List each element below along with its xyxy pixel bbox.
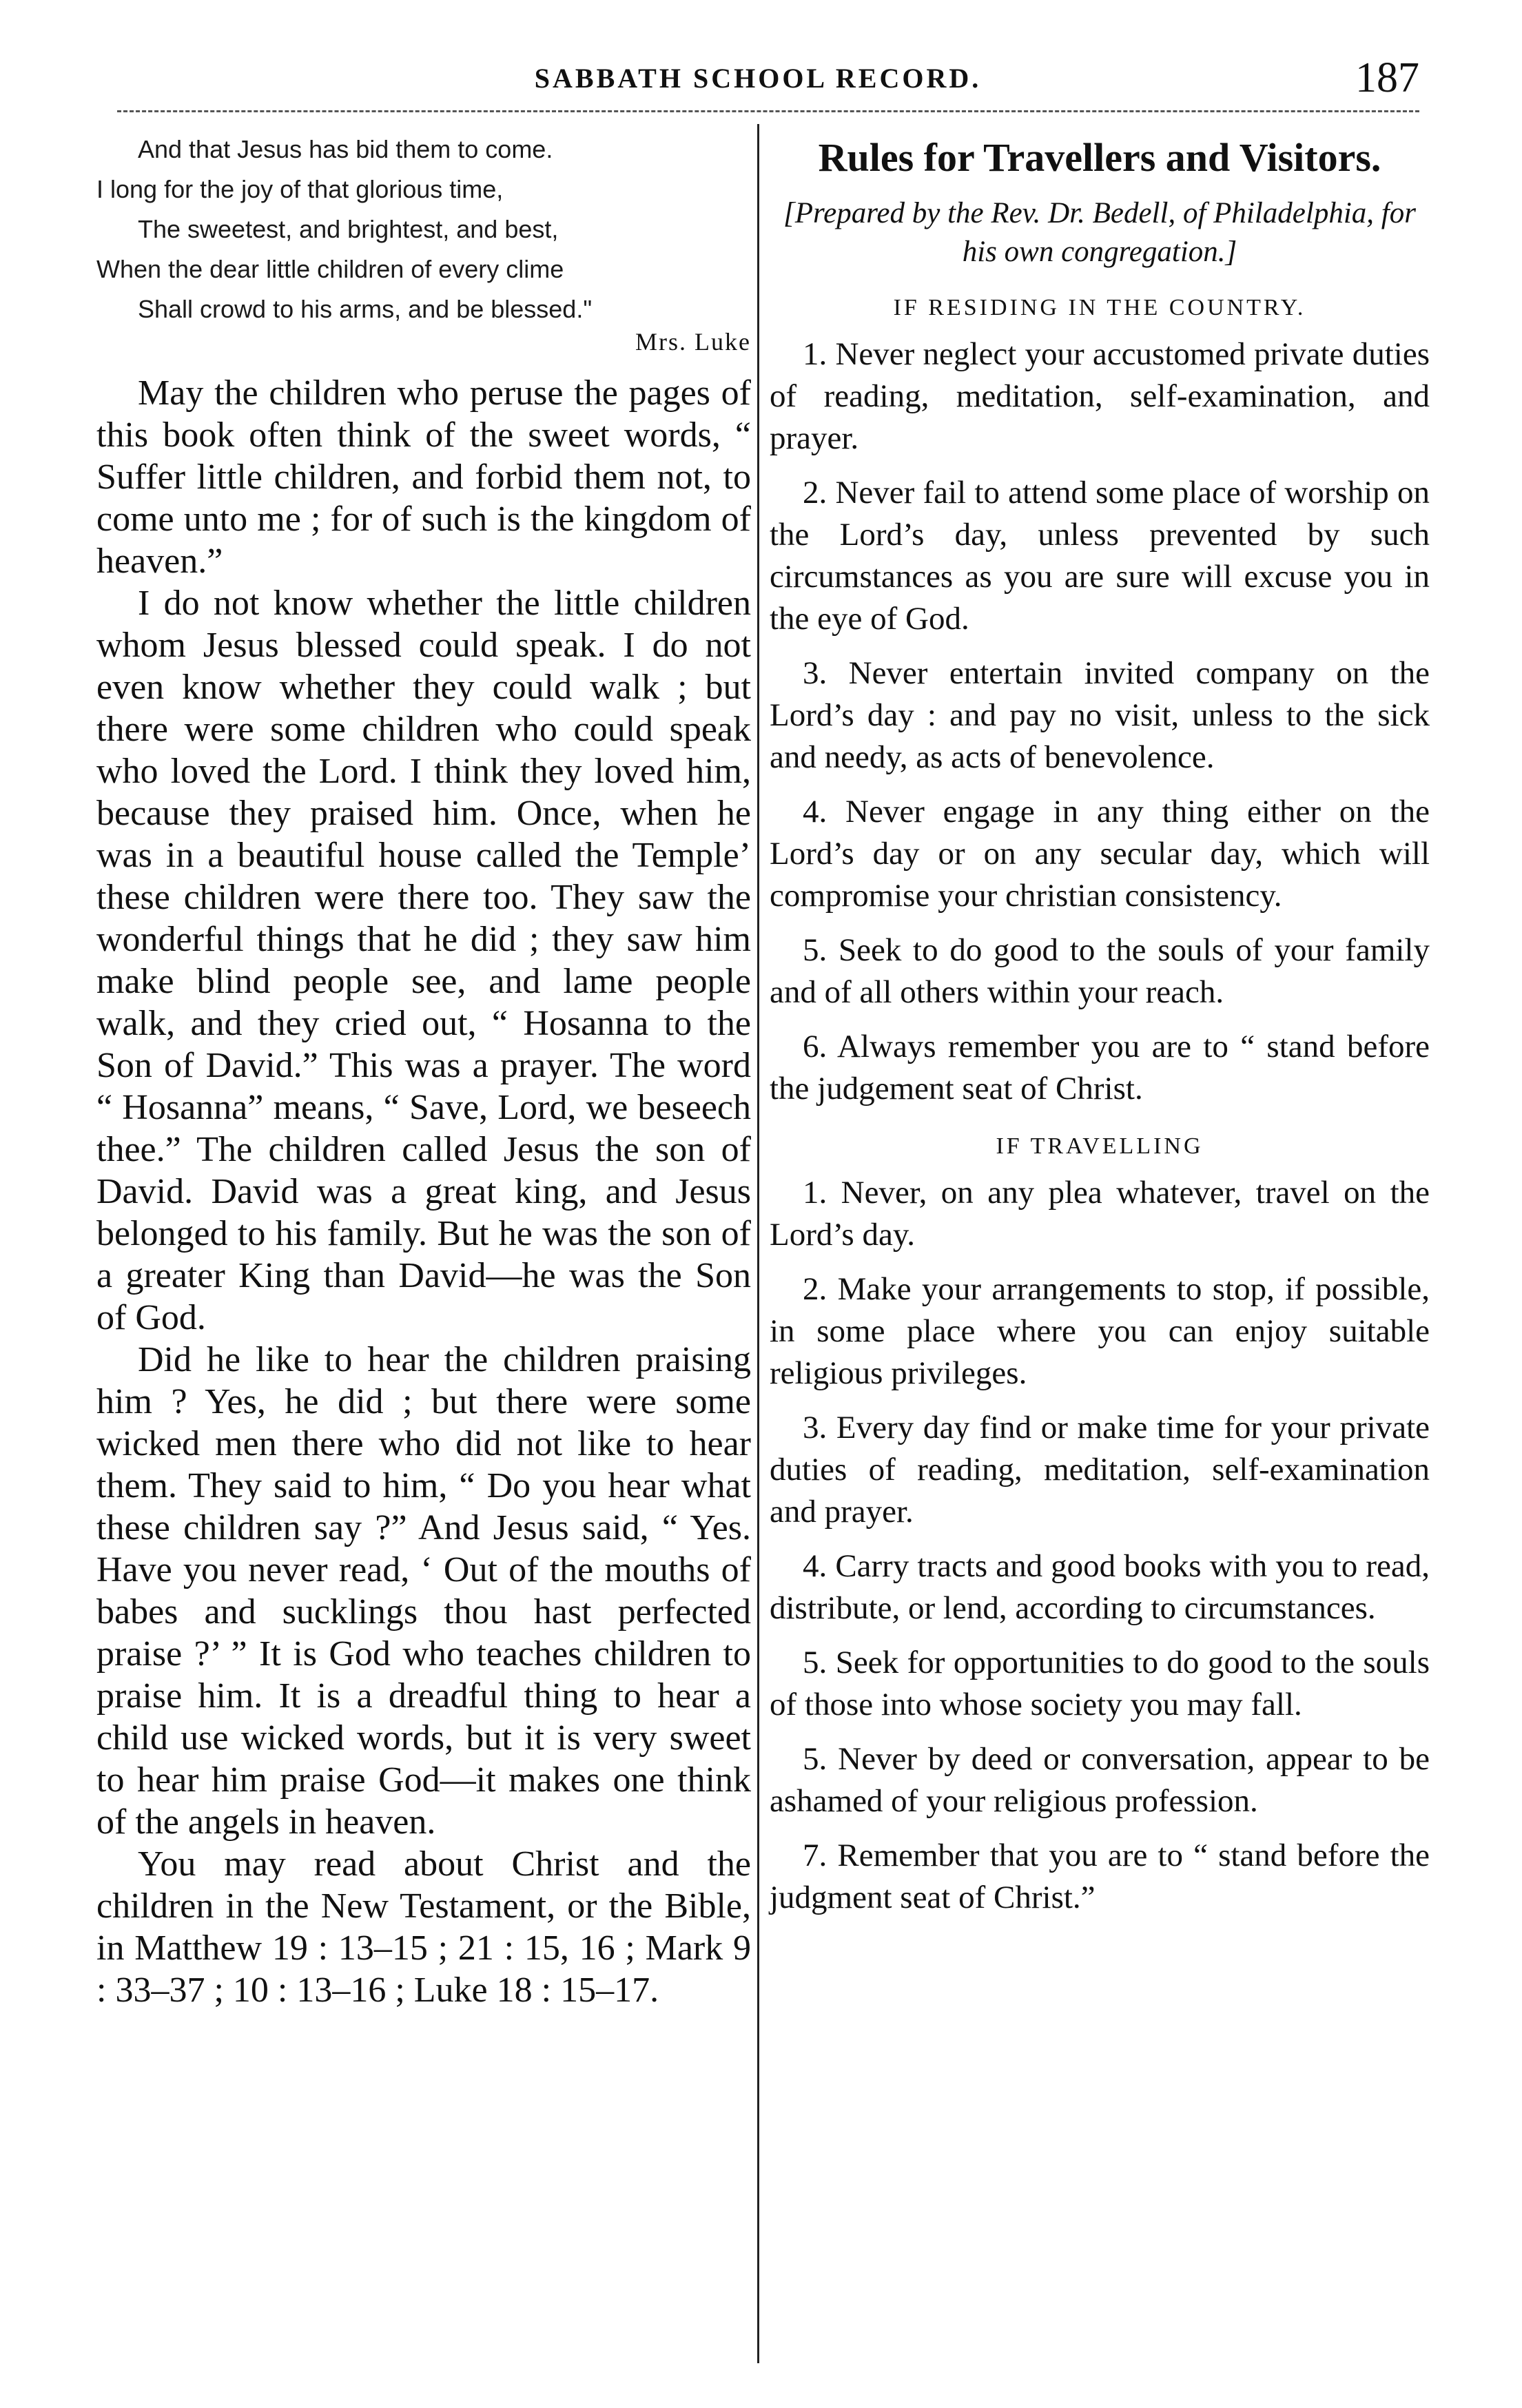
rule-item: 5. Never by deed or conversation, appear to be ashamed of your religious profession. [770,1741,1430,1819]
article-attribution: [Prepared by the Rev. Dr. Bedell, of Philadelphia, for his own congregation.] [783,197,1416,268]
paragraph: Did he like to hear the children praising him ? Yes, he did ; but there were some wicked men there who did not like to hear them. They said to him, “ Do you hear what these children say ?” And Jesus said, “ Yes. Have you never read, ‘ Out of the mouths of babes and sucklings thou hast perfected praise ?’ ” It is God who teaches children to praise him. It is a dreadful thing to hear a child use wicked words, but it is very sweet to hear him praise God—it makes one think of the angels in heaven. [96,1340,751,1842]
article-title: Rules for Travellers and Visitors. [818,135,1381,180]
paragraph: I do not know whether the little children whom Jesus blessed could speak. I do not even know whether they could walk ; but there were some children who could speak who loved the Lord. I think they loved him, because they praised him. Once, when he was in a beautiful house called the Temple’ these children were there too. They saw the wonderful things that he did ; they saw him make blind people see, and lame people walk, and they cried out, “ Hosanna to the Son of David.” This was a prayer. The word “ Hosanna” means, “ Save, Lord, we beseech thee.” The children called Jesus the son of David. David was a great king, and Jesus belonged to his family. But he was the son of a greater King than David—he was the Son of God. [96,584,751,1337]
rule-item: 5. Seek to do good to the souls of your family and of all others within your reach. [770,932,1430,1010]
poem-line: The sweetest, and brightest, and best, [138,215,559,243]
paragraph: May the children who peruse the pages of this book often think of the sweet words, “ Suffer little children, and forbid them not, to come unto me ; for of such is the kingdom of heaven.” [96,373,751,581]
section-heading-country: IF RESIDING IN THE COUNTRY. [893,295,1306,320]
rule-item: 4. Never engage in any thing either on the Lord’s day or on any secular day, which will compromise your christian consistency. [770,794,1430,914]
paragraph: You may read about Christ and the children in the New Testament, or the Bible, in Matthew 19 : 13–15 ; 21 : 15, 16 ; Mark 9 : 33–37 ; 10 : 13–16 ; Luke 18 : 15–17. [96,1844,751,2010]
rule-item: 3. Never entertain invited company on the Lord’s day : and pay no visit, unless to the sick and needy, as acts of benevolence. [770,655,1430,775]
rule-item: 5. Seek for opportunities to do good to the souls of those into whose society you may fall. [770,1645,1430,1722]
rule-item: 2. Make your arrangements to stop, if possible, in some place where you can enjoy suitable religious privileges. [770,1271,1430,1391]
column-divider [757,124,759,2363]
rule-item: 6. Always remember you are to “ stand before the judgement seat of Christ. [770,1029,1430,1107]
rule-item: 7. Remember that you are to “ stand before the judgment seat of Christ.” [770,1838,1430,1915]
rule-item: 3. Every day find or make time for your private duties of reading, meditation, self-examination and prayer. [770,1410,1430,1530]
rule-item: 4. Carry tracts and good books with you to read, distribute, or lend, according to circumstances. [770,1548,1430,1626]
section-heading-travelling: IF TRAVELLING [996,1133,1204,1159]
rule-item: 1. Never neglect your accustomed private duties of reading, meditation, self-examination, and prayer. [770,336,1430,456]
poem-line: Shall crowd to his arms, and be blessed." [138,295,593,323]
poem-line: I long for the joy of that glorious time, [96,175,504,203]
rule-item: 2. Never fail to attend some place of worship on the Lord’s day, unless prevented by such circumstances as you are sure will excuse you in the eye of God. [770,475,1430,637]
rule-item: 1. Never, on any plea whatever, travel on the Lord’s day. [770,1175,1430,1253]
page-number: 187 [1355,54,1419,101]
right-column [770,130,1430,1931]
running-head [96,56,1419,105]
left-column [96,130,751,2011]
poem-attribution: Mrs. Luke [635,328,751,356]
poem [96,130,751,329]
poem-line: When the dear little children of every clime [96,255,564,283]
poem-line: And that Jesus has bid them to come. [138,135,553,163]
header-rule [117,110,1419,112]
running-title: SABBATH SCHOOL RECORD. [534,63,982,94]
